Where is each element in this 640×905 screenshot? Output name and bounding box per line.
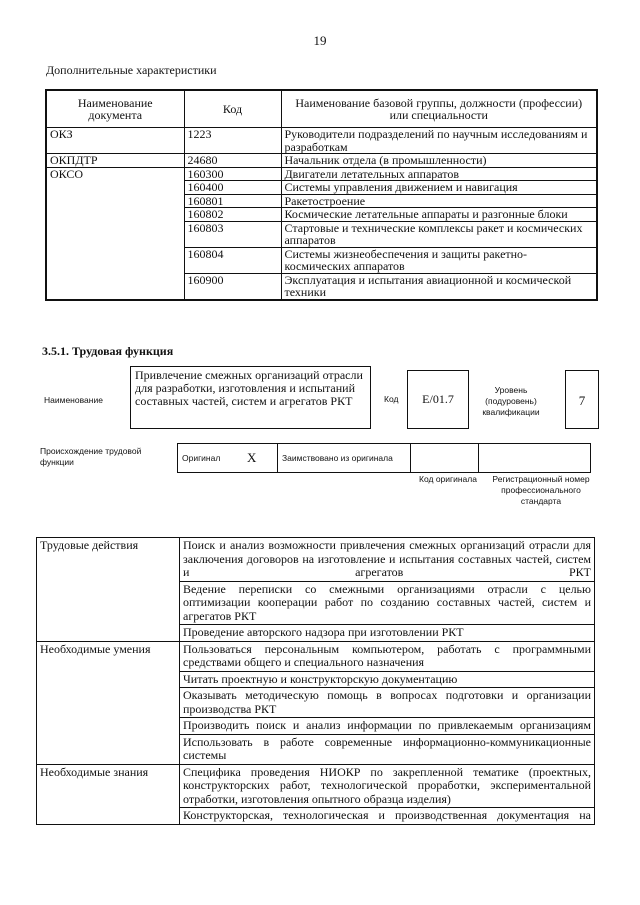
code-cell: 160400 bbox=[184, 181, 281, 195]
code-cell: 160803 bbox=[184, 221, 281, 247]
classification-table bbox=[45, 89, 598, 301]
skills-label: Необходимые умения bbox=[37, 641, 180, 764]
doc-okso: ОКСО bbox=[46, 167, 184, 300]
function-name-box: Привлечение смежных организаций отрасли для разработки, изготовления и испытаний составных частей, систем и агрегатов РКТ bbox=[130, 366, 371, 429]
table-row bbox=[37, 764, 595, 808]
table-row bbox=[37, 641, 595, 671]
list-item: Ведение переписки со смежными организациями отрасли с целью оптимизации кооперации работ по созданию составных частей, систем и агрегатов РКТ bbox=[180, 581, 595, 625]
actions-label: Трудовые действия bbox=[37, 538, 180, 642]
name-cell: Руководители подразделений по научным исследованиям и разработкам bbox=[281, 128, 597, 154]
list-item: Использовать в работе современные информационно-коммуникационные системы bbox=[180, 734, 595, 764]
page-number: 19 bbox=[313, 33, 327, 48]
name-cell: Космические летательные аппараты и разгонные блоки bbox=[281, 208, 597, 222]
list-item: Пользоваться персональным компьютером, работать с программными средствами общего и специального назначения bbox=[180, 641, 595, 671]
labor-function-table bbox=[36, 537, 595, 825]
reg-number-cell bbox=[479, 444, 591, 473]
code-cell: 160900 bbox=[184, 273, 281, 300]
table-row bbox=[46, 128, 597, 154]
table-header-row bbox=[46, 90, 597, 128]
list-item: Оказывать методическую помощь в вопросах подготовки и организации производства РКТ bbox=[180, 688, 595, 718]
origin-row bbox=[178, 444, 591, 473]
list-item: Проведение авторского надзора при изготовлении РКТ bbox=[180, 625, 595, 642]
original-mark: X bbox=[243, 444, 278, 473]
list-item: Поиск и анализ возможности привлечения смежных организаций отрасли для заключения договоров на изготовление и испытания составных частей, систем и агрегатов РКТ bbox=[180, 538, 595, 582]
doc-okpdtr: ОКПДТР bbox=[46, 154, 184, 168]
name-cell: Эксплуатация и испытания авиационной и космической техники bbox=[281, 273, 597, 300]
code-cell: 24680 bbox=[184, 154, 281, 168]
code-cell: 160300 bbox=[184, 167, 281, 181]
code-label: Код bbox=[384, 394, 399, 404]
original-code-cell bbox=[411, 444, 479, 473]
name-cell: Системы жизнеобеспечения и защиты ракетно-космических аппаратов bbox=[281, 247, 597, 273]
origin-table bbox=[177, 443, 591, 473]
table-row bbox=[46, 154, 597, 168]
name-label: Наименование bbox=[44, 395, 103, 405]
qualification-level-label: Уровень (подуровень) квалификации bbox=[482, 385, 540, 417]
original-code-label: Код оригинала bbox=[419, 474, 477, 484]
origin-label: Происхождение трудовой функции bbox=[40, 446, 142, 467]
list-item: Читать проектную и конструкторскую документацию bbox=[180, 671, 595, 688]
table-row bbox=[37, 538, 595, 582]
table-row bbox=[46, 167, 597, 181]
name-cell: Начальник отдела (в промышленности) bbox=[281, 154, 597, 168]
list-item: Специфика проведения НИОКР по закрепленной тематике (проектных, конструкторских работ, технологической проработки, экспериментальной отработки, изготовления опытного образца изделия) bbox=[180, 764, 595, 808]
original-label: Оригинал bbox=[178, 444, 244, 473]
doc-okz: ОКЗ bbox=[46, 128, 184, 154]
header-name: Наименование базовой группы, должности (профессии) или специальности bbox=[281, 90, 597, 128]
name-cell: Двигатели летательных аппаратов bbox=[281, 167, 597, 181]
list-item: Конструкторская, технологическая и производственная документация на bbox=[180, 808, 595, 825]
function-code-box: Е/01.7 bbox=[407, 370, 469, 429]
knowledge-label: Необходимые знания bbox=[37, 764, 180, 824]
qualification-level-box: 7 bbox=[565, 370, 599, 429]
section-title: Дополнительные характеристики bbox=[46, 63, 217, 77]
name-cell: Ракетостроение bbox=[281, 194, 597, 208]
list-item: Производить поиск и анализ информации по привлекаемым организациям bbox=[180, 718, 595, 735]
code-cell: 160804 bbox=[184, 247, 281, 273]
code-cell: 160802 bbox=[184, 208, 281, 222]
labor-function-heading: 3.5.1. Трудовая функция bbox=[42, 344, 174, 358]
name-cell: Стартовые и технические комплексы ракет и космических аппаратов bbox=[281, 221, 597, 247]
name-cell: Системы управления движением и навигация bbox=[281, 181, 597, 195]
header-code: Код bbox=[184, 90, 281, 128]
code-cell: 1223 bbox=[184, 128, 281, 154]
code-cell: 160801 bbox=[184, 194, 281, 208]
reg-number-label: Регистрационный номер профессионального стандарта bbox=[492, 474, 590, 506]
header-document: Наименование документа bbox=[46, 90, 184, 128]
borrowed-label: Заимствовано из оригинала bbox=[278, 444, 411, 473]
